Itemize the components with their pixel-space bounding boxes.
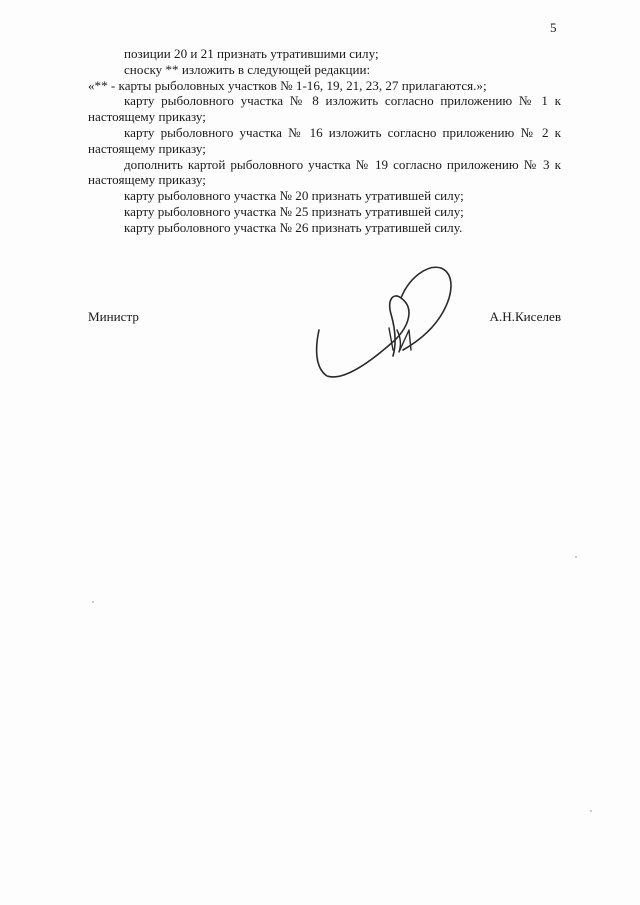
page-number: 5	[550, 20, 557, 35]
paper-speck	[575, 556, 577, 558]
paragraph-1: позиции 20 и 21 признать утратившими силу;	[124, 46, 379, 61]
paper-speck	[92, 601, 94, 603]
signatory-title: Министр	[88, 309, 139, 324]
handwritten-signature	[305, 258, 465, 388]
paragraph-9: карту рыболовного участка № 26 признать утратившей силу.	[124, 219, 463, 235]
paragraph-8: карту рыболовного участка № 25 признать утратившей силу;	[124, 203, 464, 219]
signature-stroke-main	[317, 267, 451, 377]
signature-stroke-initials	[389, 328, 411, 352]
paragraph-6: дополнить картой рыболовного участка № 19 согласно приложению № 3 к настоящему приказу;	[88, 156, 561, 188]
paragraph-3: «** - карты рыболовных участков № 1-16, 19, 21, 23, 27 прилагаются.»;	[88, 77, 487, 93]
paragraph-4: карту рыболовного участка № 8 изложить согласно приложению № 1 к настоящему приказу;	[88, 93, 561, 125]
paragraph-5: карту рыболовного участка № 16 изложить согласно приложению № 2 к настоящему приказу;	[88, 124, 561, 156]
signatory-name: А.Н.Киселев	[489, 309, 561, 324]
document-body	[88, 46, 561, 236]
paragraph-2: сноску ** изложить в следующей редакции:	[124, 61, 371, 77]
paragraph-7: карту рыболовного участка № 20 признать утратившей силу;	[124, 188, 464, 204]
paper-speck	[590, 810, 592, 812]
